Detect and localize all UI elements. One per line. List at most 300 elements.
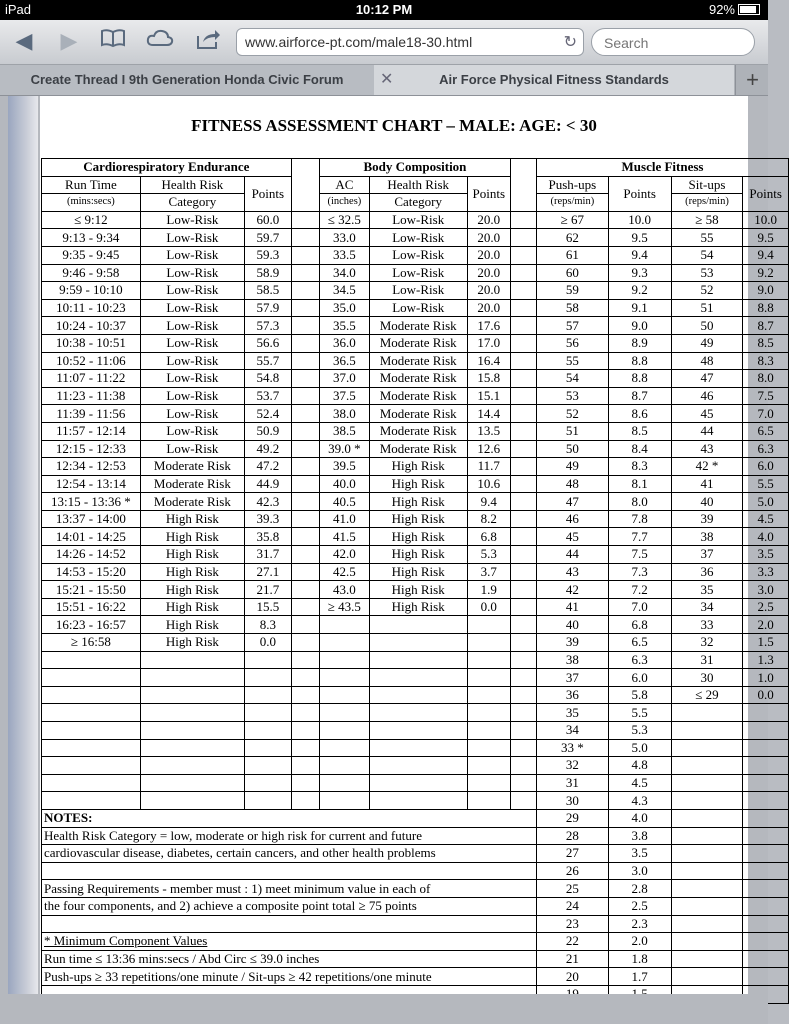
new-tab-icon[interactable]: + bbox=[735, 65, 769, 95]
cardio-risk-cell: Low-Risk bbox=[140, 405, 244, 423]
run-time-cell: 11:39 - 11:56 bbox=[42, 405, 141, 423]
ac-cell: 41.0 bbox=[319, 510, 369, 528]
sit-points-cell bbox=[743, 968, 789, 986]
group-header-row bbox=[42, 159, 789, 177]
push-points-cell: 4.3 bbox=[608, 792, 671, 810]
push-points-cell: 9.2 bbox=[608, 282, 671, 300]
cardio-points-cell bbox=[244, 669, 291, 687]
sit-points-cell bbox=[743, 704, 789, 722]
run-time-cell bbox=[42, 774, 141, 792]
notes-row bbox=[42, 933, 789, 951]
cardio-risk-cell: Low-Risk bbox=[140, 282, 244, 300]
sit-points-cell: 6.5 bbox=[743, 422, 789, 440]
push-ups-cell: 39 bbox=[537, 634, 609, 652]
body-points-cell: 20.0 bbox=[467, 299, 510, 317]
battery-icon bbox=[738, 4, 760, 15]
sit-points-cell: 2.5 bbox=[743, 598, 789, 616]
ac-cell: ≤ 32.5 bbox=[319, 211, 369, 229]
push-ups-cell: 47 bbox=[537, 493, 609, 511]
sit-ups-cell bbox=[671, 774, 743, 792]
push-points-cell: 9.4 bbox=[608, 246, 671, 264]
push-ups-cell: 61 bbox=[537, 246, 609, 264]
sit-ups-cell: 53 bbox=[671, 264, 743, 282]
cardio-points-cell: 56.6 bbox=[244, 334, 291, 352]
cardio-points-cell: 47.2 bbox=[244, 458, 291, 476]
sit-ups-cell bbox=[671, 704, 743, 722]
run-time-cell bbox=[42, 686, 141, 704]
status-time: 10:12 PM bbox=[355, 2, 413, 17]
web-content[interactable] bbox=[0, 96, 782, 1024]
table-row bbox=[42, 264, 789, 282]
body-points-cell: 17.6 bbox=[467, 317, 510, 335]
ac-cell bbox=[319, 774, 369, 792]
icloud-tabs-icon[interactable] bbox=[145, 28, 175, 54]
spacer-cell bbox=[291, 686, 319, 704]
cardio-risk-cell: High Risk bbox=[140, 528, 244, 546]
spacer-cell bbox=[291, 352, 319, 370]
spacer-cell bbox=[291, 510, 319, 528]
spacer-cell bbox=[291, 282, 319, 300]
table-row bbox=[42, 458, 789, 476]
sit-ups-cell: 45 bbox=[671, 405, 743, 423]
cardio-risk-cell: Low-Risk bbox=[140, 422, 244, 440]
body-risk-cell: Low-Risk bbox=[369, 246, 467, 264]
spacer-cell bbox=[291, 722, 319, 740]
body-risk-cell bbox=[369, 704, 467, 722]
table-row bbox=[42, 475, 789, 493]
push-ups-cell: 35 bbox=[537, 704, 609, 722]
col-points: Points bbox=[244, 176, 291, 211]
cardio-points-cell bbox=[244, 792, 291, 810]
sit-ups-cell: 47 bbox=[671, 370, 743, 388]
body-risk-cell: High Risk bbox=[369, 581, 467, 599]
body-risk-cell: High Risk bbox=[369, 458, 467, 476]
push-points-cell: 6.8 bbox=[608, 616, 671, 634]
sit-ups-cell: 30 bbox=[671, 669, 743, 687]
spacer-cell bbox=[291, 440, 319, 458]
push-points-cell: 6.0 bbox=[608, 669, 671, 687]
sit-ups-cell: 51 bbox=[671, 299, 743, 317]
bookmarks-icon[interactable] bbox=[98, 28, 128, 54]
sit-points-cell: 5.0 bbox=[743, 493, 789, 511]
body-points-cell bbox=[467, 616, 510, 634]
table-row bbox=[42, 651, 789, 669]
cardio-risk-cell bbox=[140, 774, 244, 792]
sit-points-cell: 9.2 bbox=[743, 264, 789, 282]
sit-points-cell: 5.5 bbox=[743, 475, 789, 493]
push-ups-cell: 26 bbox=[537, 862, 609, 880]
ac-cell bbox=[319, 634, 369, 652]
sit-ups-cell: 41 bbox=[671, 475, 743, 493]
push-points-cell: 5.8 bbox=[608, 686, 671, 704]
ac-cell: 34.0 bbox=[319, 264, 369, 282]
address-bar[interactable] bbox=[236, 28, 584, 56]
sit-points-cell bbox=[743, 897, 789, 915]
push-ups-cell: 44 bbox=[537, 546, 609, 564]
sit-points-cell: 8.0 bbox=[743, 370, 789, 388]
sit-ups-cell: 37 bbox=[671, 546, 743, 564]
push-points-cell: 3.8 bbox=[608, 827, 671, 845]
sit-points-cell bbox=[743, 915, 789, 933]
push-ups-cell: 38 bbox=[537, 651, 609, 669]
push-points-cell: 7.7 bbox=[608, 528, 671, 546]
sit-ups-cell bbox=[671, 968, 743, 986]
ac-cell: 36.0 bbox=[319, 334, 369, 352]
document-sheet bbox=[40, 96, 782, 994]
push-points-cell: 9.0 bbox=[608, 317, 671, 335]
table-row bbox=[42, 510, 789, 528]
spacer-cell bbox=[511, 299, 537, 317]
run-time-cell: 10:11 - 10:23 bbox=[42, 299, 141, 317]
spacer-cell bbox=[291, 546, 319, 564]
spacer-cell bbox=[291, 634, 319, 652]
cardio-risk-cell: Low-Risk bbox=[140, 264, 244, 282]
cardio-risk-cell: Moderate Risk bbox=[140, 475, 244, 493]
body-points-cell: 15.8 bbox=[467, 370, 510, 388]
push-ups-cell: 27 bbox=[537, 845, 609, 863]
ac-cell: 39.5 bbox=[319, 458, 369, 476]
body-risk-cell: Low-Risk bbox=[369, 282, 467, 300]
run-time-cell bbox=[42, 757, 141, 775]
body-points-cell: 16.4 bbox=[467, 352, 510, 370]
col-points: Points bbox=[467, 176, 510, 211]
run-time-cell bbox=[42, 669, 141, 687]
push-ups-cell: 21 bbox=[537, 950, 609, 968]
spacer-cell bbox=[511, 229, 537, 247]
push-points-cell: 7.0 bbox=[608, 598, 671, 616]
push-points-cell: 8.6 bbox=[608, 405, 671, 423]
body-risk-cell bbox=[369, 651, 467, 669]
sit-points-cell: 6.3 bbox=[743, 440, 789, 458]
sit-points-cell bbox=[743, 792, 789, 810]
push-ups-cell: 45 bbox=[537, 528, 609, 546]
table-row bbox=[42, 317, 789, 335]
note-text: Health Risk Category = low, moderate or high risk for current and future bbox=[42, 827, 537, 845]
cardio-risk-cell bbox=[140, 757, 244, 775]
cardio-risk-cell: Low-Risk bbox=[140, 299, 244, 317]
table-row bbox=[42, 440, 789, 458]
body-points-cell: 0.0 bbox=[467, 598, 510, 616]
table-row bbox=[42, 493, 789, 511]
spacer-cell bbox=[291, 317, 319, 335]
forward-icon[interactable]: ▶ bbox=[60, 28, 78, 53]
body-points-cell bbox=[467, 651, 510, 669]
sit-points-cell bbox=[743, 739, 789, 757]
body-points-cell: 20.0 bbox=[467, 211, 510, 229]
body-risk-cell: Moderate Risk bbox=[369, 352, 467, 370]
cardio-risk-cell bbox=[140, 722, 244, 740]
ac-cell: 40.0 bbox=[319, 475, 369, 493]
ac-cell: 35.0 bbox=[319, 299, 369, 317]
table-row bbox=[42, 546, 789, 564]
spacer-cell bbox=[511, 581, 537, 599]
spacer-cell bbox=[511, 546, 537, 564]
push-ups-cell: 51 bbox=[537, 422, 609, 440]
ac-cell: 41.5 bbox=[319, 528, 369, 546]
group-body: Body Composition bbox=[319, 159, 510, 177]
body-risk-cell: High Risk bbox=[369, 563, 467, 581]
body-risk-cell: Low-Risk bbox=[369, 264, 467, 282]
body-points-cell: 20.0 bbox=[467, 264, 510, 282]
push-ups-cell: 54 bbox=[537, 370, 609, 388]
table-row bbox=[42, 686, 789, 704]
push-ups-cell: 52 bbox=[537, 405, 609, 423]
cardio-points-cell bbox=[244, 704, 291, 722]
sit-ups-cell: 40 bbox=[671, 493, 743, 511]
sit-ups-cell: 49 bbox=[671, 334, 743, 352]
sit-points-cell: 3.3 bbox=[743, 563, 789, 581]
spacer-cell bbox=[291, 422, 319, 440]
run-time-cell: 11:07 - 11:22 bbox=[42, 370, 141, 388]
push-points-cell: 8.3 bbox=[608, 458, 671, 476]
tab-fitness-standards[interactable]: Air Force Physical Fitness Standards bbox=[374, 65, 734, 95]
push-points-cell: 7.8 bbox=[608, 510, 671, 528]
note-text: * Minimum Component Values bbox=[42, 933, 537, 951]
search-field[interactable] bbox=[591, 28, 755, 56]
table-row bbox=[42, 405, 789, 423]
ac-cell: ≥ 43.5 bbox=[319, 598, 369, 616]
cardio-risk-cell: High Risk bbox=[140, 510, 244, 528]
col-sit-ups: Sit-ups bbox=[671, 176, 743, 194]
note-text bbox=[42, 915, 537, 933]
close-tab-icon[interactable]: ✕ bbox=[380, 71, 394, 88]
cardio-points-cell: 31.7 bbox=[244, 546, 291, 564]
sit-points-cell: 3.0 bbox=[743, 581, 789, 599]
cardio-points-cell: 55.7 bbox=[244, 352, 291, 370]
push-points-cell: 8.5 bbox=[608, 422, 671, 440]
push-points-cell: 8.4 bbox=[608, 440, 671, 458]
search-input[interactable] bbox=[602, 34, 746, 52]
spacer-cell bbox=[511, 634, 537, 652]
col-points: Points bbox=[743, 176, 789, 211]
sit-ups-cell bbox=[671, 950, 743, 968]
ac-cell bbox=[319, 669, 369, 687]
spacer-cell bbox=[291, 528, 319, 546]
cardio-points-cell: 53.7 bbox=[244, 387, 291, 405]
run-time-cell: 12:34 - 12:53 bbox=[42, 458, 141, 476]
cardio-points-cell: 59.3 bbox=[244, 246, 291, 264]
body-risk-cell bbox=[369, 757, 467, 775]
push-ups-cell: 30 bbox=[537, 792, 609, 810]
sit-points-cell: 1.3 bbox=[743, 651, 789, 669]
push-ups-cell: 46 bbox=[537, 510, 609, 528]
ac-cell: 33.5 bbox=[319, 246, 369, 264]
ac-cell bbox=[319, 722, 369, 740]
body-risk-cell bbox=[369, 616, 467, 634]
run-time-cell: ≥ 16:58 bbox=[42, 634, 141, 652]
spacer-cell bbox=[511, 334, 537, 352]
push-ups-cell: 22 bbox=[537, 933, 609, 951]
ac-cell: 34.5 bbox=[319, 282, 369, 300]
spacer-cell bbox=[291, 704, 319, 722]
spacer-cell bbox=[511, 317, 537, 335]
sit-ups-cell bbox=[671, 915, 743, 933]
body-points-cell bbox=[467, 774, 510, 792]
ac-cell bbox=[319, 792, 369, 810]
cardio-risk-cell: Low-Risk bbox=[140, 334, 244, 352]
note-text bbox=[42, 862, 537, 880]
cardio-points-cell: 59.7 bbox=[244, 229, 291, 247]
sit-points-cell bbox=[743, 757, 789, 775]
spacer-cell bbox=[291, 264, 319, 282]
run-time-cell: 10:52 - 11:06 bbox=[42, 352, 141, 370]
spacer-cell bbox=[511, 282, 537, 300]
body-risk-cell: Moderate Risk bbox=[369, 440, 467, 458]
ac-cell: 37.5 bbox=[319, 387, 369, 405]
spacer-cell bbox=[291, 669, 319, 687]
sit-points-cell: 10.0 bbox=[743, 211, 789, 229]
push-ups-cell: ≥ 67 bbox=[537, 211, 609, 229]
cardio-points-cell bbox=[244, 686, 291, 704]
body-points-cell bbox=[467, 669, 510, 687]
ac-cell bbox=[319, 704, 369, 722]
spacer-cell bbox=[511, 669, 537, 687]
body-risk-cell: High Risk bbox=[369, 546, 467, 564]
spacer-cell bbox=[511, 739, 537, 757]
push-points-cell: 10.0 bbox=[608, 211, 671, 229]
push-points-cell: 5.3 bbox=[608, 722, 671, 740]
cardio-risk-cell bbox=[140, 686, 244, 704]
push-points-cell: 2.5 bbox=[608, 897, 671, 915]
sit-points-cell bbox=[743, 950, 789, 968]
sit-ups-cell: 36 bbox=[671, 563, 743, 581]
spacer-cell bbox=[511, 440, 537, 458]
spacer-cell bbox=[291, 757, 319, 775]
col-run-units: (mins:secs) bbox=[42, 194, 141, 212]
push-points-cell: 8.9 bbox=[608, 334, 671, 352]
sit-ups-cell bbox=[671, 933, 743, 951]
sit-points-cell: 1.5 bbox=[743, 634, 789, 652]
push-ups-cell: 49 bbox=[537, 458, 609, 476]
table-row bbox=[42, 528, 789, 546]
cardio-points-cell: 58.9 bbox=[244, 264, 291, 282]
sit-points-cell: 4.5 bbox=[743, 510, 789, 528]
ac-cell: 39.0 * bbox=[319, 440, 369, 458]
ac-cell bbox=[319, 651, 369, 669]
run-time-cell: 15:51 - 16:22 bbox=[42, 598, 141, 616]
cardio-risk-cell: High Risk bbox=[140, 581, 244, 599]
spacer-cell bbox=[511, 405, 537, 423]
ac-cell bbox=[319, 616, 369, 634]
table-row bbox=[42, 598, 789, 616]
run-time-cell: 9:59 - 10:10 bbox=[42, 282, 141, 300]
table-row bbox=[42, 757, 789, 775]
push-points-cell: 4.0 bbox=[608, 809, 671, 827]
group-muscle: Muscle Fitness bbox=[537, 159, 789, 177]
ac-cell: 38.0 bbox=[319, 405, 369, 423]
body-risk-cell: Moderate Risk bbox=[369, 317, 467, 335]
body-points-cell bbox=[467, 757, 510, 775]
ac-cell: 35.5 bbox=[319, 317, 369, 335]
body-risk-cell bbox=[369, 669, 467, 687]
sit-ups-cell bbox=[671, 897, 743, 915]
sit-ups-cell bbox=[671, 862, 743, 880]
body-risk-cell bbox=[369, 774, 467, 792]
fitness-chart-table bbox=[41, 158, 789, 1004]
push-points-cell: 7.3 bbox=[608, 563, 671, 581]
push-ups-cell: 50 bbox=[537, 440, 609, 458]
body-points-cell: 14.4 bbox=[467, 405, 510, 423]
spacer-cell bbox=[511, 704, 537, 722]
ac-cell: 42.0 bbox=[319, 546, 369, 564]
spacer-cell bbox=[511, 510, 537, 528]
body-points-cell bbox=[467, 739, 510, 757]
cardio-risk-cell: High Risk bbox=[140, 546, 244, 564]
table-row bbox=[42, 774, 789, 792]
share-icon[interactable] bbox=[193, 28, 223, 56]
cardio-points-cell: 42.3 bbox=[244, 493, 291, 511]
spacer-cell bbox=[291, 563, 319, 581]
table-row bbox=[42, 792, 789, 810]
table-row bbox=[42, 211, 789, 229]
page-background-stripe bbox=[8, 96, 38, 994]
table-row bbox=[42, 739, 789, 757]
cardio-risk-cell: Low-Risk bbox=[140, 352, 244, 370]
body-risk-cell: High Risk bbox=[369, 493, 467, 511]
body-points-cell: 15.1 bbox=[467, 387, 510, 405]
tab-honda-forum[interactable]: Create Thread I 9th Generation Honda Civic Forum bbox=[0, 65, 375, 95]
cardio-points-cell: 57.3 bbox=[244, 317, 291, 335]
col-run-time: Run Time bbox=[42, 176, 141, 194]
col-points: Points bbox=[608, 176, 671, 211]
run-time-cell: 13:15 - 13:36 * bbox=[42, 493, 141, 511]
cardio-points-cell: 21.7 bbox=[244, 581, 291, 599]
cardio-points-cell bbox=[244, 739, 291, 757]
table-row bbox=[42, 422, 789, 440]
spacer-cell bbox=[291, 493, 319, 511]
body-risk-cell: Moderate Risk bbox=[369, 422, 467, 440]
cardio-risk-cell bbox=[140, 739, 244, 757]
notes-row bbox=[42, 827, 789, 845]
back-icon[interactable]: ◀ bbox=[15, 28, 33, 53]
note-text: Run time ≤ 13:36 mins:secs / Abd Circ ≤ 39.0 inches bbox=[42, 950, 537, 968]
push-points-cell: 1.7 bbox=[608, 968, 671, 986]
ac-cell: 40.5 bbox=[319, 493, 369, 511]
sit-points-cell bbox=[743, 827, 789, 845]
sit-points-cell bbox=[743, 880, 789, 898]
notes-row bbox=[42, 880, 789, 898]
body-risk-cell: High Risk bbox=[369, 475, 467, 493]
push-points-cell: 7.2 bbox=[608, 581, 671, 599]
spacer-cell bbox=[291, 334, 319, 352]
notes-row bbox=[42, 809, 789, 827]
sit-ups-cell: 38 bbox=[671, 528, 743, 546]
spacer-cell bbox=[291, 739, 319, 757]
table-row bbox=[42, 634, 789, 652]
notes-row bbox=[42, 845, 789, 863]
body-risk-cell bbox=[369, 686, 467, 704]
body-points-cell: 5.3 bbox=[467, 546, 510, 564]
spacer-cell bbox=[511, 370, 537, 388]
sit-ups-cell bbox=[671, 827, 743, 845]
sit-ups-cell: 32 bbox=[671, 634, 743, 652]
body-risk-cell: Low-Risk bbox=[369, 229, 467, 247]
url-text[interactable]: www.airforce-pt.com/male18-30.html bbox=[245, 34, 473, 50]
body-points-cell bbox=[467, 686, 510, 704]
spacer-cell bbox=[511, 528, 537, 546]
cardio-points-cell: 49.2 bbox=[244, 440, 291, 458]
battery-indicator bbox=[709, 2, 760, 17]
spacer-cell bbox=[511, 422, 537, 440]
reload-icon[interactable]: ↻ bbox=[563, 34, 577, 51]
spacer-cell bbox=[511, 616, 537, 634]
col-push-units: (reps/min) bbox=[537, 194, 609, 212]
ac-cell bbox=[319, 686, 369, 704]
col-health-risk: Health Risk bbox=[369, 176, 467, 194]
spacer-cell bbox=[511, 458, 537, 476]
cardio-points-cell: 44.9 bbox=[244, 475, 291, 493]
cardio-risk-cell: Low-Risk bbox=[140, 370, 244, 388]
